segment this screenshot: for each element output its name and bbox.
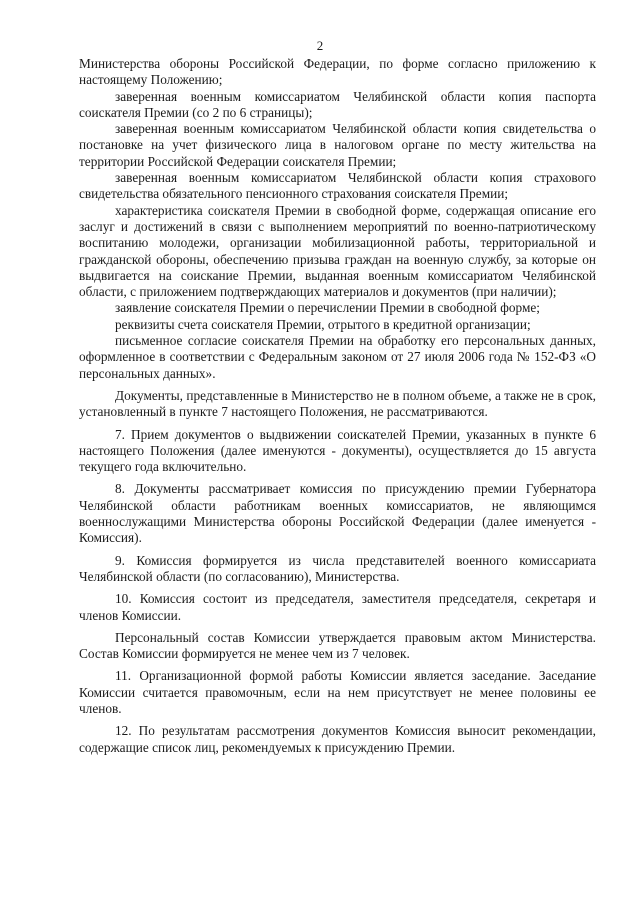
paragraph: 10. Комиссия состоит из председателя, заместителя председателя, секретаря и членов Комиссии. <box>79 591 596 623</box>
paragraph: заверенная военным комиссариатом Челябинской области копия свидетельства о постановке на учет физического лица в налоговом органе по месту жительства на территории Российской Федерации соискателя Премии; <box>79 121 596 169</box>
paragraph: Документы, представленные в Министерство не в полном объеме, а также не в срок, установленный в пункте 7 настоящего Положения, не рассматриваются. <box>79 387 596 420</box>
paragraph: заверенная военным комиссариатом Челябинской области копия страхового свидетельства обязательного пенсионного страхования соискателя Премии; <box>79 170 596 202</box>
paragraph: Министерства обороны Российской Федерации, по форме согласно приложению к настоящему Положению; <box>79 56 596 88</box>
paragraph: 12. По результатам рассмотрения документов Комиссия выносит рекомендации, содержащие список лиц, рекомендуемых к присуждению Премии. <box>79 723 596 755</box>
paragraph: 11. Организационной формой работы Комиссии является заседание. Заседание Комиссии считается правомочным, если на нем присутствует не менее половины ее членов. <box>79 668 596 716</box>
paragraph: 8. Документы рассматривает комиссия по присуждению премии Губернатора Челябинской области работникам военных комиссариатов, не являющимся военнослужащими Министерства обороны Российской Федерации (далее именуется - Комиссия). <box>79 481 596 546</box>
paragraph: 9. Комиссия формируется из числа представителей военного комиссариата Челябинской области (по согласованию), Министерства. <box>79 552 596 584</box>
paragraph: заверенная военным комиссариатом Челябинской области копия паспорта соискателя Премии (со 2 по 6 страницы); <box>79 88 596 120</box>
paragraph: письменное согласие соискателя Премии на обработку его персональных данных, оформленное в соответствии с Федеральным законом от 27 июля 2006 года № 152-ФЗ «О персональных данных». <box>79 333 596 381</box>
document-body <box>79 56 596 756</box>
paragraph: характеристика соискателя Премии в свободной форме, содержащая описание его заслуг и достижений в связи с выполнением мероприятий по военно-патриотическому воспитанию молодежи, организации мобилизационной работы, территориальной и гражданской обороны, обеспечению призыва граждан на военную службу, за которые он выдвигается на соискание Премии, выданная военным комиссариатом Челябинской области, с приложением подтверждающих материалов и документов (при наличии); <box>79 202 596 300</box>
paragraph: заявление соискателя Премии о перечислении Премии в свободной форме; <box>115 300 540 316</box>
page-number: 2 <box>316 38 324 53</box>
paragraph: 7. Прием документов о выдвижении соискателей Премии, указанных в пункте 6 настоящего Положения (далее именуются - документы), осуществляется до 15 августа текущего года включительно. <box>79 426 596 475</box>
paragraph: Персональный состав Комиссии утверждается правовым актом Министерства. Состав Комиссии формируется не менее чем из 7 человек. <box>79 629 596 662</box>
paragraph: реквизиты счета соискателя Премии, отрытого в кредитной организации; <box>115 316 531 332</box>
